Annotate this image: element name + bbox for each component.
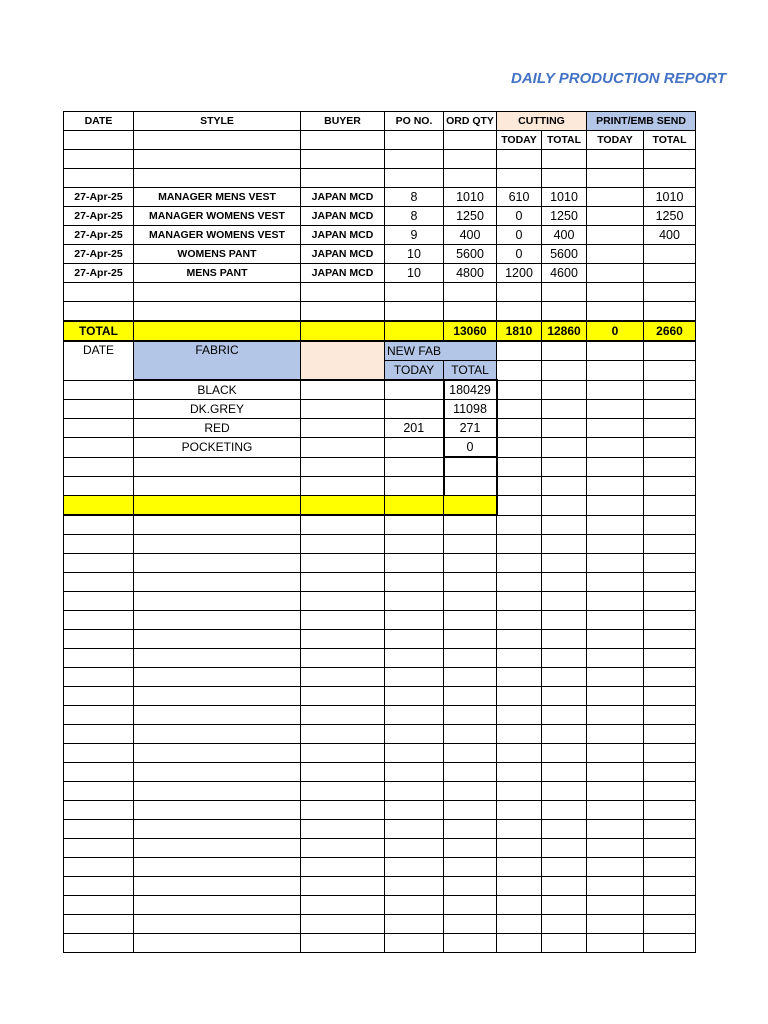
row-pe-today — [587, 226, 644, 245]
empty-grid — [64, 515, 696, 953]
header-pe-total: TOTAL — [644, 131, 696, 150]
header-row — [64, 112, 696, 131]
blank-row — [64, 877, 696, 896]
row-pe-total — [644, 264, 696, 283]
new-fab-label: NEW FAB — [385, 341, 497, 361]
blank-row — [64, 725, 696, 744]
blank-row — [64, 169, 696, 188]
total-pe-total: 2660 — [644, 321, 696, 341]
row-pe-total — [644, 245, 696, 264]
row-cut-today: 0 — [497, 245, 542, 264]
fabric-total: 0 — [444, 438, 497, 458]
row-date: 27-Apr-25 — [64, 207, 134, 226]
fabric-name: RED — [134, 419, 301, 438]
fabric-row — [64, 438, 696, 458]
row-date: 27-Apr-25 — [64, 264, 134, 283]
row-cut-total: 400 — [542, 226, 587, 245]
row-po: 8 — [385, 207, 444, 226]
row-buyer: JAPAN MCD — [301, 245, 385, 264]
blank-row — [64, 668, 696, 687]
total-cut-today: 1810 — [497, 321, 542, 341]
fabric-name: BLACK — [134, 380, 301, 400]
row-cut-total: 5600 — [542, 245, 587, 264]
row-date: 27-Apr-25 — [64, 188, 134, 207]
row-cut-today: 0 — [497, 207, 542, 226]
blank-row — [64, 687, 696, 706]
blank-row — [64, 934, 696, 953]
total-cut-total: 12860 — [542, 321, 587, 341]
table-row — [64, 188, 696, 207]
subheader-row — [64, 131, 696, 150]
table-row — [64, 226, 696, 245]
table-row — [64, 207, 696, 226]
blank-row — [64, 782, 696, 801]
total-row — [64, 321, 696, 341]
row-ord-qty: 5600 — [444, 245, 497, 264]
row-pe-total: 1010 — [644, 188, 696, 207]
row-date: 27-Apr-25 — [64, 226, 134, 245]
row-pe-total: 400 — [644, 226, 696, 245]
row-cut-today: 1200 — [497, 264, 542, 283]
row-pe-today — [587, 188, 644, 207]
row-date: 27-Apr-25 — [64, 245, 134, 264]
fabric-row — [64, 419, 696, 438]
fabric-today — [385, 438, 444, 458]
row-ord-qty: 1250 — [444, 207, 497, 226]
blank-row — [64, 915, 696, 934]
row-cut-today: 610 — [497, 188, 542, 207]
header-cutting: CUTTING — [497, 112, 587, 131]
row-style: MANAGER MENS VEST — [134, 188, 301, 207]
row-pe-total: 1250 — [644, 207, 696, 226]
fabric-total-label: TOTAL — [444, 361, 497, 381]
row-buyer: JAPAN MCD — [301, 188, 385, 207]
blank-row — [64, 150, 696, 169]
header-style: STYLE — [134, 112, 301, 131]
total-label: TOTAL — [64, 321, 134, 341]
blank-row — [64, 302, 696, 322]
blank-row — [64, 763, 696, 782]
header-ord-qty: ORD QTY — [444, 112, 497, 131]
fabric-today — [385, 400, 444, 419]
row-po: 8 — [385, 188, 444, 207]
page-title: DAILY PRODUCTION REPORT — [511, 70, 727, 87]
blank-row — [64, 573, 696, 592]
row-style: WOMENS PANT — [134, 245, 301, 264]
fabric-today — [385, 380, 444, 400]
blank-row — [64, 801, 696, 820]
production-report-table — [63, 111, 696, 953]
row-buyer: JAPAN MCD — [301, 264, 385, 283]
row-cut-total: 1250 — [542, 207, 587, 226]
blank-row — [64, 457, 696, 477]
blank-row — [64, 744, 696, 763]
fabric-row — [64, 380, 696, 400]
blank-row — [64, 477, 696, 496]
blank-row — [64, 592, 696, 611]
blank-row — [64, 515, 696, 535]
row-cut-total: 4600 — [542, 264, 587, 283]
blank-row — [64, 820, 696, 839]
row-style: MANAGER WOMENS VEST — [134, 226, 301, 245]
fabric-total: 271 — [444, 419, 497, 438]
row-cut-today: 0 — [497, 226, 542, 245]
row-ord-qty: 1010 — [444, 188, 497, 207]
fabric-today: 201 — [385, 419, 444, 438]
row-cut-total: 1010 — [542, 188, 587, 207]
fabric-row — [64, 400, 696, 419]
header-print-emb-send: PRINT/EMB SEND — [587, 112, 696, 131]
row-po: 9 — [385, 226, 444, 245]
header-cut-total: TOTAL — [542, 131, 587, 150]
row-po: 10 — [385, 264, 444, 283]
row-style: MANAGER WOMENS VEST — [134, 207, 301, 226]
fabric-label: FABRIC — [134, 341, 301, 380]
table-row — [64, 264, 696, 283]
fabric-total-row — [64, 496, 696, 516]
fabric-today-label: TODAY — [385, 361, 444, 381]
row-po: 10 — [385, 245, 444, 264]
blank-row — [64, 706, 696, 725]
total-pe-today: 0 — [587, 321, 644, 341]
blank-row — [64, 611, 696, 630]
row-pe-today — [587, 264, 644, 283]
blank-row — [64, 630, 696, 649]
fabric-total: 11098 — [444, 400, 497, 419]
header-buyer: BUYER — [301, 112, 385, 131]
total-ord-qty: 13060 — [444, 321, 497, 341]
blank-row — [64, 649, 696, 668]
blank-row — [64, 554, 696, 573]
header-po-no: PO NO. — [385, 112, 444, 131]
table-row — [64, 245, 696, 264]
fabric-date-label: DATE — [64, 341, 134, 380]
blank-row — [64, 535, 696, 554]
row-style: MENS PANT — [134, 264, 301, 283]
blank-row — [64, 839, 696, 858]
row-buyer: JAPAN MCD — [301, 226, 385, 245]
header-cut-today: TODAY — [497, 131, 542, 150]
row-buyer: JAPAN MCD — [301, 207, 385, 226]
fabric-header-row — [64, 341, 696, 361]
blank-row — [64, 858, 696, 877]
row-pe-today — [587, 207, 644, 226]
blank-row — [64, 283, 696, 302]
fabric-name: DK.GREY — [134, 400, 301, 419]
blank-row — [64, 896, 696, 915]
header-date: DATE — [64, 112, 134, 131]
row-ord-qty: 4800 — [444, 264, 497, 283]
row-ord-qty: 400 — [444, 226, 497, 245]
fabric-total: 180429 — [444, 380, 497, 400]
header-pe-today: TODAY — [587, 131, 644, 150]
row-pe-today — [587, 245, 644, 264]
fabric-name: POCKETING — [134, 438, 301, 458]
